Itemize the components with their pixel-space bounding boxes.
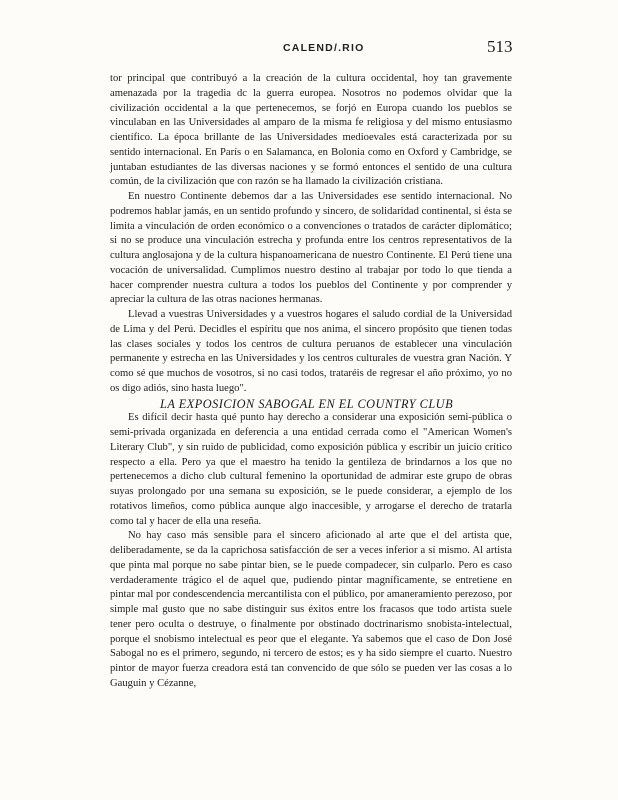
page-number: 513 bbox=[487, 37, 513, 56]
paragraph-farewell: Llevad a vuestras Universidades y a vuestros hogares el saludo cordial de la Universidad de Lima y del Perú. Decidles el espíritu que nos anima, el sincero propósito que tienen todas las clases sociales y todos los centros de cultura peruanos de establecer una vinculación permanente y estrecha en las Universidades y los centros culturales de vuestra gran Nación. Y como sé que muchos de vosotros, si no casi todos, trataréis de regresar el año próximo, yo no os digo adiós, sino hasta luego". bbox=[110, 309, 512, 394]
paragraph-universities-continuation: tor principal que contribuyó a la creación de la cultura occidental, hoy tan gravemente amenazada por la tragedia dc la guerra europea. Nosotros no podemos olvidar que la civilización occidental a la que pertenecemos, se forjó en Europa cuando los pueblos se vinculaban en las Universidades al amparo de la misma fe religiosa y del mismo entusiasmo científico. La época brillante de las Universidades medioevales está caracterizada por su sentido internacional. En París o en Salamanca, en Bolonia como en Oxford y Cambridge, se juntaban estudiantes de las diversas naciones y se formó entonces el sentido de una cultura común, de la civilización que con razón se ha llamado la civilización cristiana. bbox=[110, 73, 512, 188]
section-title: LA EXPOSICION SABOGAL EN EL COUNTRY CLUB bbox=[160, 396, 454, 411]
paragraph-artist-critique: No hay caso más sensible para el sincero aficionado al arte que el del artista que, deliberadamente, se da la caprichosa satisfacción de ser a veces inferior a sí mismo. Al artista que pinta mal porque no sabe pintar bien, se le puede compadecer, sin culparlo. Pero es caso verdaderamente trágico el de aquel que, pudiendo pintar magníficamente, se entretiene en pintar mal por condescendencia mercantilista con el público, por amaneramiento perezoso, por simple mal gusto que no sabe distinguir sus éxitos entre los fracasos que todo artista suele tener pero oculta o destruye, o finalmente por obstinado doctrinarismo snobista-intelectual, porque el snobismo intelectual es peor que el elegante. Ya sabemos que el caso de Don José Sabogal no es el primero, segundo, ni tercero de estos; es y ha sido siempre el cuarto. Nuestro pintor de mayor fuerza creadora está tan convencido de que sólo se pueden ver las cosas a lo Gauguin y Cézanne, bbox=[110, 530, 512, 689]
body-text bbox=[110, 72, 512, 692]
running-title: CALEND/.RIO bbox=[283, 42, 365, 54]
paragraph-exhibition-intro: Es difícil decir hasta qué punto hay derecho a considerar una exposición semi-pública o semi-privada organizada en deferencia a una entidad cerrada como el "American Women's Literary Club", y sin ruido de publicidad, como exposición pública y escribir un juicio crítico respecto a ella. Pero ya que el maestro ha tenido la gentileza de brindarnos a los que no pertenecemos a dicho club cultural femenino la oportunidad de admirar este grupo de obras suyas prolongado por una semana su exposición, se le puede considerar, a ejemplo de los rotativos limeños, como pública aunque algo inaccesible, y arrogarse el derecho de tratarla como tal y hacer de ella una reseña. bbox=[110, 412, 512, 527]
paragraph-continental-solidarity: En nuestro Continente debemos dar a las Universidades ese sentido internacional. No podremos hablar jamás, en un sentido profundo y sincero, de solidaridad continental, si ésta se limita a vinculación de orden económico o a convenciones o tratados de carácter diplomático; si no se produce una vinculación estrecha y profunda entre los centros representativos de la cultura anglosajona y de la cultura hispanoamericana de nuestro Continente. El Perú tiene una vocación de universalidad. Cumplimos nuestro destino al trabajar por todo lo que tienda a hacer comprender nuestra cultura a todos los pueblos del Continente y por comprender y apreciar la cultura de las otras naciones hermanas. bbox=[110, 191, 512, 306]
